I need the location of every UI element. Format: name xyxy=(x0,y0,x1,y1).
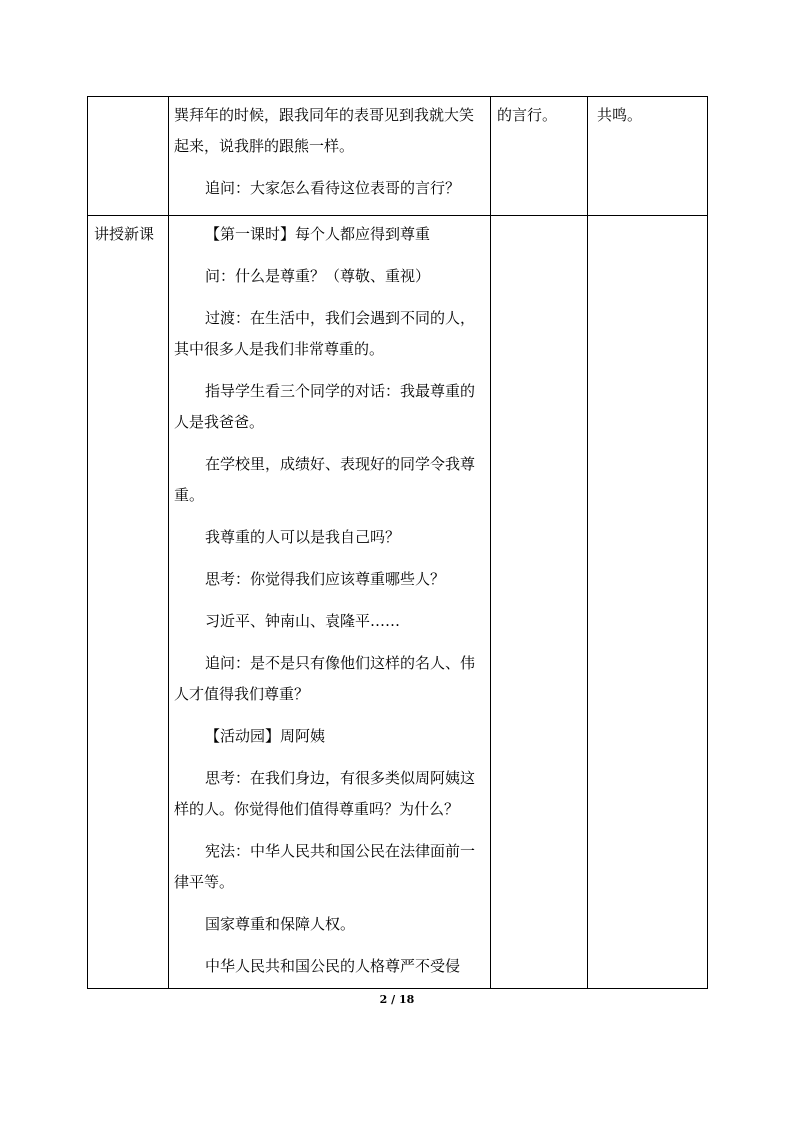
design-intent-text: 共鸣。 xyxy=(597,106,643,124)
content-paragraph: 问：什么是尊重？（尊敬、重视） xyxy=(205,267,431,285)
content-paragraph: 巽拜年的时候，跟我同年的表哥见到我就大笑起来，说我胖的跟熊一样。 xyxy=(174,106,475,155)
lesson-plan-table xyxy=(87,96,708,989)
content-paragraph: 指导学生看三个同学的对话：我最尊重的人是我爸爸。 xyxy=(174,382,476,431)
content-paragraph: 中华人民共和国公民的人格尊严不受侵 xyxy=(205,957,461,975)
content-paragraph: 追问：是不是只有像他们这样的名人、伟人才值得我们尊重？ xyxy=(174,654,476,703)
student-activity-cell xyxy=(491,216,588,989)
content-paragraph: 我尊重的人可以是我自己吗？ xyxy=(205,528,401,546)
content-paragraph: 过渡：在生活中，我们会遇到不同的人，其中很多人是我们非常尊重的。 xyxy=(174,309,476,358)
content-paragraph: 宪法：中华人民共和国公民在法律面前一律平等。 xyxy=(174,842,476,891)
section-label-cell xyxy=(88,216,169,989)
student-activity-text: 的言行。 xyxy=(497,106,558,124)
section-label-cell xyxy=(88,97,169,216)
content-paragraph: 思考：在我们身边，有很多类似周阿姨这样的人。你觉得他们值得尊重吗？为什么？ xyxy=(174,769,476,818)
content-paragraph: 习近平、钟南山、袁隆平…… xyxy=(205,612,401,630)
section-label xyxy=(88,97,168,105)
lesson-heading: 【第一课时】每个人都应得到尊重 xyxy=(205,225,431,243)
content-paragraph: 国家尊重和保障人权。 xyxy=(205,915,356,933)
section-label: 讲授新课 xyxy=(94,225,155,243)
design-intent-text xyxy=(588,216,707,224)
table-row xyxy=(88,97,708,216)
design-intent-cell xyxy=(588,97,708,216)
activity-heading: 【活动园】周阿姨 xyxy=(205,727,326,745)
design-intent-cell xyxy=(588,216,708,989)
table-row xyxy=(88,216,708,989)
student-activity-text xyxy=(491,216,587,224)
content-paragraph: 在学校里，成绩好、表现好的同学令我尊重。 xyxy=(174,455,476,504)
teaching-content-cell xyxy=(169,97,491,216)
page-number: 2 / 18 xyxy=(379,993,415,1006)
teaching-content-cell xyxy=(169,216,491,989)
content-paragraph: 追问：大家怎么看待这位表哥的言行？ xyxy=(205,179,461,197)
content-paragraph: 思考：你觉得我们应该尊重哪些人？ xyxy=(205,570,446,588)
student-activity-cell xyxy=(491,97,588,216)
